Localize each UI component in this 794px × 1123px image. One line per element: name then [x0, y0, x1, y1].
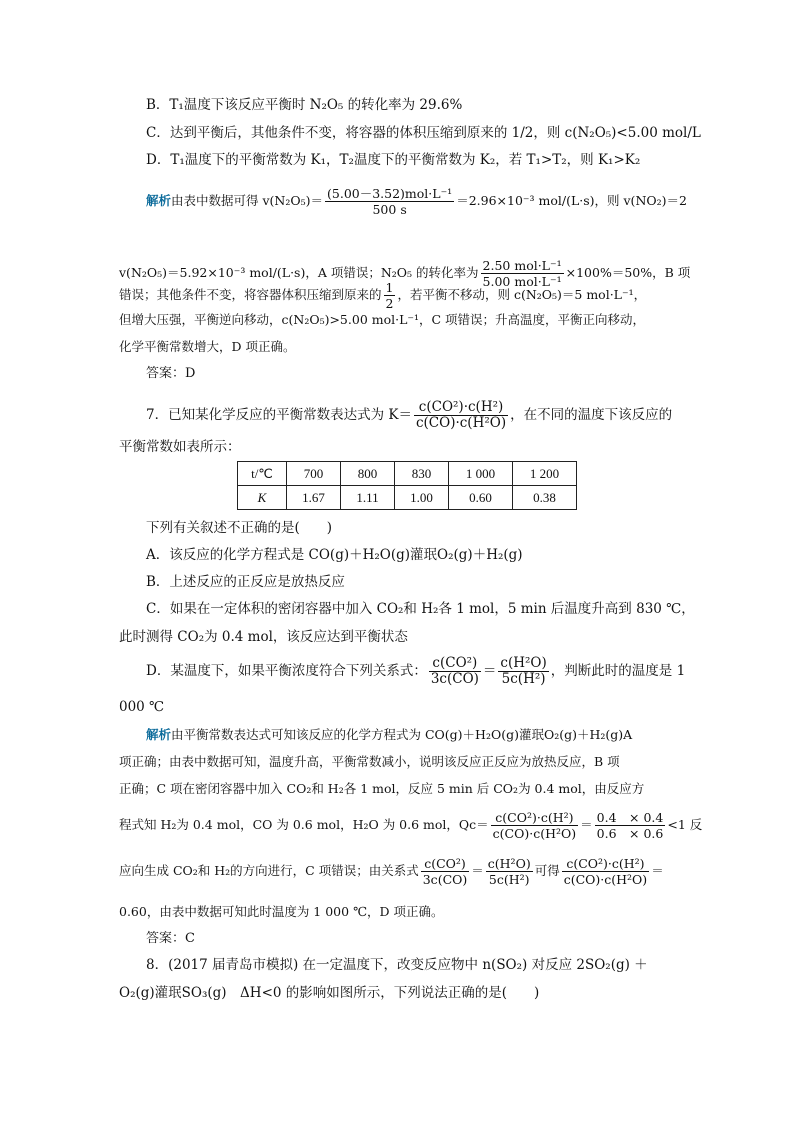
q7-prompt: 下列有关叙述不正确的是( ) — [146, 520, 333, 536]
ratio-fraction: $\frac{\text{c(H²O)}}{\text{5c(H²)}}$ — [500, 655, 547, 687]
table-cell: 1.11 — [341, 486, 395, 510]
q6-answer: 答案：D — [146, 366, 196, 381]
q6-solution-line-4: 但增大压强，平衡逆向移动，c(N₂O₅)>5.00 mol·L⁻¹，C 项错误；升高温度，平衡正向移动， — [119, 312, 646, 327]
q8-stem-line-1: 8．(2017 届青岛市模拟) 在一定温度下，改变反应物中 n(SO₂) 对反应 2SO₂(g) ＋ — [146, 957, 648, 973]
table-cell: 830 — [395, 462, 449, 486]
table-cell: 1.67 — [287, 486, 341, 510]
q8-stem-line-2: O₂(g)灌珉SO₃(g) ΔH<0 的影响如图所示，下列说法正确的是( ) — [119, 985, 540, 1001]
conversion-fraction: $\frac{\text{2.50 mol·L⁻¹}}{\text{5.00 mol·L⁻¹}}$ — [482, 258, 562, 289]
q7-solution-line-5: 应向生成 CO₂和 H₂的方向进行，C 项错误；由关系式 $\frac{\text{c(CO²)}}{3c(CO)}$ ＝ $\frac{\text{c(H²O)}}{\text{5c(H²)}}$ 可得 $\frac{\text{c(CO²)·c(H²)}}{\text{c(CO)·c(H²O)}}$ ＝ — [119, 856, 664, 887]
q7-solution-line-3: 正确；C 项在密闭容器中加入 CO₂和 H₂各 1 mol，反应 5 min 后 CO₂为 0.4 mol，由反应方 — [119, 781, 645, 796]
equilibrium-constant-table — [237, 461, 577, 510]
rate-fraction: $\frac{\text{(5.00－3.52)mol·L⁻¹}}{500 s}$ — [327, 186, 453, 217]
table-cell: t/℃ — [238, 462, 287, 486]
table-row — [238, 462, 577, 486]
q7-stem-line-1: 7．已知某化学反应的平衡常数表达式为 K＝ $\frac{\text{c(CO²)·c(H²)}}{\text{c(CO)·c(H²O)}}$ ，在不同的温度下该反应的 — [146, 399, 673, 431]
q7-solution-line-2: 项正确；由表中数据可知，温度升高，平衡常数减小，说明该反应正反应为放热反应，B 项 — [119, 754, 620, 769]
table-cell: 1 200 — [513, 462, 577, 486]
table-cell: 700 — [287, 462, 341, 486]
solution-label: 解析 — [146, 193, 172, 208]
ratio-fraction: $\frac{\text{c(CO²)}}{3c(CO)}$ — [422, 856, 468, 887]
table-row — [238, 486, 577, 510]
q7-option-d-line-2: 000 ℃ — [119, 699, 165, 715]
table-cell: 1.00 — [395, 486, 449, 510]
q7-option-c-line-2: 此时测得 CO₂为 0.4 mol，该反应达到平衡状态 — [119, 629, 408, 645]
table-cell: K — [238, 486, 287, 510]
table-cell: 0.60 — [449, 486, 513, 510]
ratio-fraction: $\frac{\text{c(H²O)}}{\text{5c(H²)}}$ — [487, 856, 531, 887]
q7-option-c-line-1: C．如果在一定体积的密闭容器中加入 CO₂和 H₂各 1 mol，5 min 后温度升高到 830 ℃， — [146, 601, 695, 617]
qc-fraction: $\frac{\text{c(CO²)·c(H²)}}{\text{c(CO)·c(H²O)}}$ — [492, 810, 577, 841]
table-cell: 800 — [341, 462, 395, 486]
q6-option-d: D．T₁温度下的平衡常数为 K₁，T₂温度下的平衡常数为 K₂，若 T₁>T₂，则 K₁>K₂ — [146, 152, 641, 168]
ratio-fraction: $\frac{\text{c(CO²)}}{3c(CO)}$ — [430, 655, 479, 687]
q7-option-d-line-1: D．某温度下，如果平衡浓度符合下列关系式： $\frac{\text{c(CO²)}}{3c(CO)}$ ＝ $\frac{\text{c(H²O)}}{\text{5c(H²)}}$ ，判断此时的温度是 1 — [146, 655, 686, 687]
k-fraction: $\frac{\text{c(CO²)·c(H²)}}{\text{c(CO)·c(H²O)}}$ — [563, 856, 648, 887]
q6-solution-line-5: 化学平衡常数增大，D 项正确。 — [119, 339, 296, 354]
solution-label: 解析 — [146, 727, 172, 742]
q6-solution-line-1: 解析由表中数据可得 v(N₂O₅)＝ $\frac{\text{(5.00－3.52)mol·L⁻¹}}{500 s}$ ＝2.96×10⁻³ mol/(L·s)，则 v(NO₂)＝2 — [146, 186, 687, 217]
q6-option-c: C．达到平衡后，其他条件不变，将容器的体积压缩到原来的 1/2，则 c(N₂O₅)<5.00 mol/L — [146, 125, 701, 141]
q7-solution-line-4: 程式知 H₂为 0.4 mol，CO 为 0.6 mol，H₂O 为 0.6 mol，Qc＝ $\frac{\text{c(CO²)·c(H²)}}{\text{c(CO)·c(H²O)}}$ ＝ $\frac{0.4 \times 0.4}{0.6 \times 0.6}$ <1 反 — [119, 810, 703, 841]
q7-option-a: A．该反应的化学方程式是 CO(g)＋H₂O(g)灌珉O₂(g)＋H₂(g) — [146, 547, 523, 563]
q7-solution-line-1: 解析由平衡常数表达式可知该反应的化学方程式为 CO(g)＋H₂O(g)灌珉O₂(g)＋H₂(g)A — [146, 727, 633, 742]
half-fraction: $\frac{1}{2}$ — [385, 280, 394, 311]
q6-solution-line-3: 错误；其他条件不变，将容器体积压缩到原来的 $\frac{1}{2}$ ，若平衡不移动，则 c(N₂O₅)＝5 mol·L⁻¹， — [119, 280, 647, 311]
q7-solution-line-6: 0.60，由表中数据可知此时温度为 1 000 ℃，D 项正确。 — [119, 904, 444, 919]
table-cell: 1 000 — [449, 462, 513, 486]
q6-solution-line-2: v(N₂O₅)＝5.92×10⁻³ mol/(L·s)，A 项错误；N₂O₅ 的转化率为 $\frac{\text{2.50 mol·L⁻¹}}{\text{5.00 mol·L⁻¹}}$ ×100%＝50%，B 项 — [119, 258, 691, 289]
k-expression-fraction: $\frac{\text{c(CO²)·c(H²)}}{\text{c(CO)·c(H²O)}}$ — [415, 399, 507, 431]
q6-option-b: B．T₁温度下该反应平衡时 N₂O₅ 的转化率为 29.6% — [146, 97, 463, 113]
q7-answer: 答案：C — [146, 931, 195, 946]
qc-value-fraction: $\frac{0.4 \times 0.4}{0.6 \times 0.6}$ — [596, 810, 664, 841]
q7-option-b: B．上述反应的正反应是放热反应 — [146, 574, 345, 590]
table-cell: 0.38 — [513, 486, 577, 510]
q7-stem-line-2: 平衡常数如表所示： — [119, 439, 241, 455]
